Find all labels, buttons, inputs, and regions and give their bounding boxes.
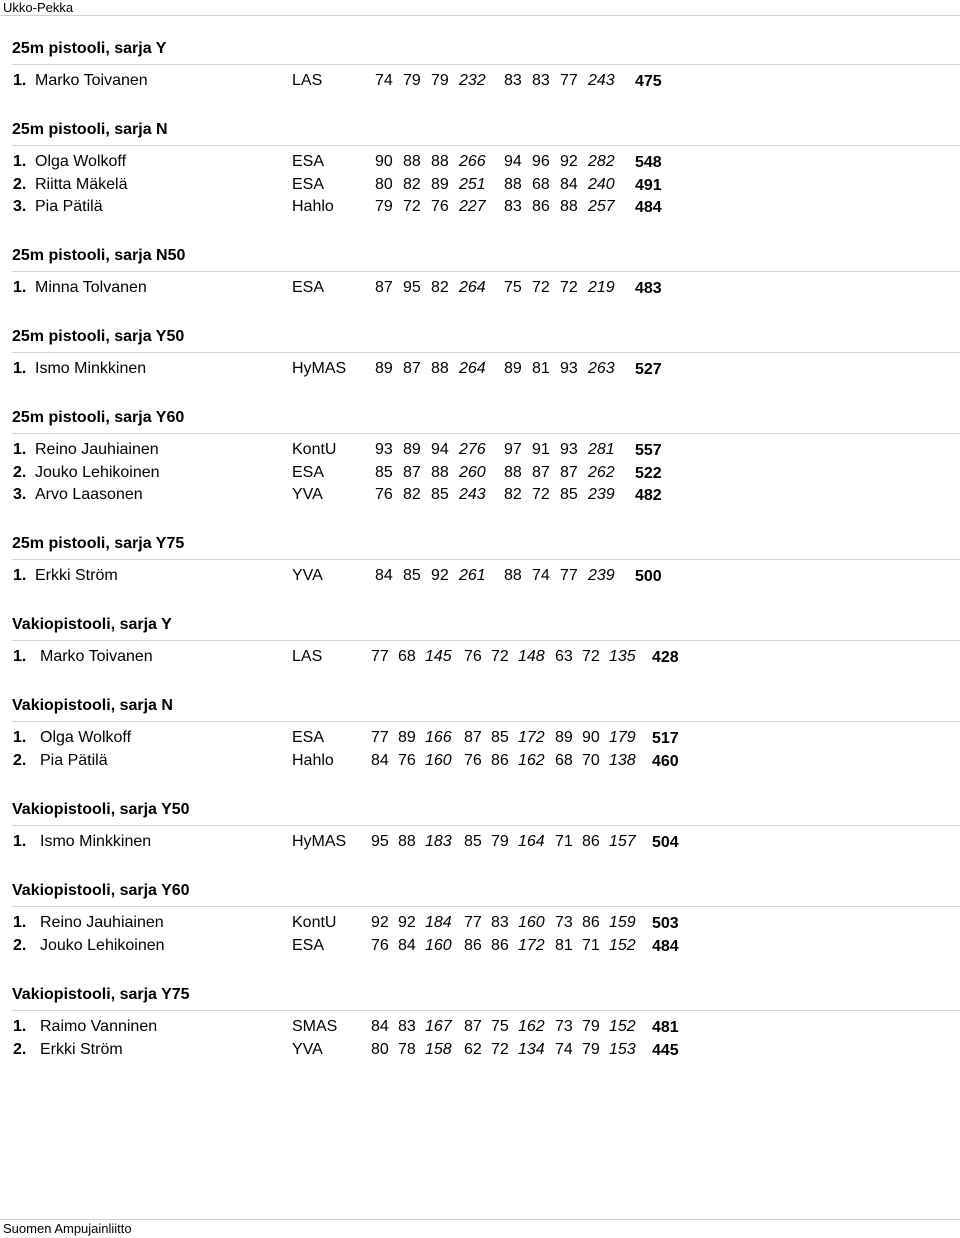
series-score: 77 bbox=[464, 914, 482, 931]
series-score: 83 bbox=[491, 914, 509, 931]
subtotal-score: 251 bbox=[459, 175, 486, 193]
series-score: 71 bbox=[555, 833, 573, 850]
athlete-name: Reino Jauhiainen bbox=[35, 441, 159, 458]
series-score: 63 bbox=[555, 648, 573, 665]
athlete-name: Riitta Mäkelä bbox=[35, 175, 128, 193]
section-divider bbox=[12, 640, 960, 641]
series-score: 77 bbox=[560, 567, 578, 584]
result-row bbox=[0, 729, 960, 751]
series-score: 89 bbox=[504, 360, 522, 377]
total-score: 445 bbox=[652, 1041, 679, 1059]
result-rank: 1. bbox=[13, 441, 27, 458]
athlete-name: Olga Wolkoff bbox=[35, 153, 127, 170]
series-score: 91 bbox=[532, 441, 550, 458]
athlete-name: Jouko Lehikoinen bbox=[35, 463, 160, 481]
subtotal-score: 160 bbox=[425, 936, 452, 954]
series-score: 92 bbox=[560, 153, 578, 170]
series-score: 97 bbox=[504, 441, 522, 458]
section-divider bbox=[12, 145, 960, 146]
subtotal-score: 160 bbox=[425, 751, 452, 769]
subtotal-score: 134 bbox=[518, 1040, 545, 1058]
result-row bbox=[0, 833, 960, 855]
section-divider bbox=[12, 721, 960, 722]
series-score: 76 bbox=[375, 486, 393, 503]
series-score: 79 bbox=[431, 72, 449, 89]
series-score: 93 bbox=[560, 441, 578, 458]
subtotal-score: 152 bbox=[609, 936, 636, 954]
series-score: 89 bbox=[555, 729, 573, 746]
athlete-name: Pia Pätilä bbox=[40, 751, 108, 769]
subtotal-score: 219 bbox=[588, 279, 615, 296]
athlete-name: Jouko Lehikoinen bbox=[40, 936, 165, 954]
athlete-name: Marko Toivanen bbox=[35, 72, 148, 89]
subtotal-score: 135 bbox=[609, 648, 636, 665]
series-score: 76 bbox=[464, 751, 482, 769]
footer-text: Suomen Ampujainliitto bbox=[3, 1221, 132, 1236]
series-score: 85 bbox=[464, 833, 482, 850]
club-name: ESA bbox=[292, 279, 325, 296]
subtotal-score: 138 bbox=[609, 751, 636, 769]
club-name: YVA bbox=[292, 486, 323, 503]
result-rank: 2. bbox=[13, 175, 27, 193]
series-score: 62 bbox=[464, 1040, 482, 1058]
section-divider bbox=[12, 1010, 960, 1011]
total-score: 503 bbox=[652, 915, 679, 932]
result-row bbox=[0, 72, 960, 94]
series-score: 87 bbox=[560, 463, 578, 481]
subtotal-score: 240 bbox=[588, 175, 615, 193]
series-score: 70 bbox=[582, 751, 600, 769]
series-score: 68 bbox=[555, 751, 573, 769]
series-score: 82 bbox=[504, 486, 522, 503]
section-title: 25m pistooli, sarja Y50 bbox=[12, 328, 185, 345]
series-score: 93 bbox=[560, 360, 578, 377]
series-score: 76 bbox=[371, 936, 389, 954]
result-row bbox=[0, 1018, 960, 1040]
total-score: 475 bbox=[635, 73, 662, 90]
series-score: 72 bbox=[532, 486, 550, 503]
total-score: 557 bbox=[635, 442, 662, 459]
result-rank: 1. bbox=[13, 72, 27, 89]
subtotal-score: 179 bbox=[609, 729, 636, 746]
result-rank: 2. bbox=[13, 751, 27, 769]
section-divider bbox=[12, 352, 960, 353]
result-rank: 2. bbox=[13, 936, 27, 954]
club-name: ESA bbox=[292, 729, 325, 746]
section-title: Vakiopistooli, sarja N bbox=[12, 697, 173, 714]
series-score: 79 bbox=[491, 833, 509, 850]
series-score: 72 bbox=[582, 648, 600, 665]
series-score: 88 bbox=[431, 463, 449, 481]
subtotal-score: 281 bbox=[588, 441, 615, 458]
athlete-name: Raimo Vanninen bbox=[40, 1018, 158, 1035]
total-score: 500 bbox=[635, 568, 662, 585]
series-score: 89 bbox=[398, 729, 416, 746]
total-score: 504 bbox=[652, 834, 679, 851]
section-divider bbox=[12, 271, 960, 272]
section-divider bbox=[12, 906, 960, 907]
series-score: 77 bbox=[371, 648, 389, 665]
series-score: 83 bbox=[504, 72, 522, 89]
series-score: 77 bbox=[371, 729, 389, 746]
series-score: 83 bbox=[532, 72, 550, 89]
header-text: Ukko-Pekka bbox=[3, 0, 74, 15]
subtotal-score: 276 bbox=[459, 441, 486, 458]
subtotal-score: 239 bbox=[588, 486, 615, 503]
subtotal-score: 162 bbox=[518, 751, 545, 769]
series-score: 81 bbox=[532, 360, 550, 377]
series-score: 87 bbox=[403, 463, 421, 481]
series-score: 77 bbox=[560, 72, 578, 89]
series-score: 95 bbox=[371, 833, 389, 850]
athlete-name: Minna Tolvanen bbox=[35, 279, 147, 296]
section-divider bbox=[12, 559, 960, 560]
series-score: 87 bbox=[532, 463, 550, 481]
series-score: 92 bbox=[371, 914, 389, 931]
athlete-name: Marko Toivanen bbox=[40, 648, 153, 665]
club-name: ESA bbox=[292, 463, 325, 481]
series-score: 88 bbox=[403, 153, 421, 170]
club-name: SMAS bbox=[292, 1018, 338, 1035]
result-row bbox=[0, 567, 960, 589]
subtotal-score: 172 bbox=[518, 729, 545, 746]
subtotal-score: 262 bbox=[588, 463, 615, 481]
series-score: 76 bbox=[431, 198, 449, 215]
subtotal-score: 166 bbox=[425, 729, 452, 746]
series-score: 82 bbox=[403, 175, 421, 193]
series-score: 72 bbox=[491, 648, 509, 665]
result-rank: 1. bbox=[13, 648, 27, 665]
total-score: 517 bbox=[652, 730, 679, 747]
series-score: 87 bbox=[464, 1018, 482, 1035]
series-score: 86 bbox=[491, 936, 509, 954]
series-score: 72 bbox=[560, 279, 578, 296]
series-score: 74 bbox=[532, 567, 550, 584]
series-score: 86 bbox=[491, 751, 509, 769]
subtotal-score: 261 bbox=[459, 567, 486, 584]
athlete-name: Olga Wolkoff bbox=[40, 729, 132, 746]
total-score: 460 bbox=[652, 752, 679, 770]
section-title: Vakiopistooli, sarja Y60 bbox=[12, 882, 190, 899]
subtotal-score: 243 bbox=[459, 486, 486, 503]
section-title: 25m pistooli, sarja Y75 bbox=[12, 535, 185, 552]
section-title: Vakiopistooli, sarja Y75 bbox=[12, 986, 190, 1003]
series-score: 79 bbox=[582, 1040, 600, 1058]
subtotal-score: 160 bbox=[518, 914, 545, 931]
series-score: 95 bbox=[403, 279, 421, 296]
subtotal-score: 162 bbox=[518, 1018, 545, 1035]
total-score: 482 bbox=[635, 487, 662, 504]
subtotal-score: 172 bbox=[518, 936, 545, 954]
total-score: 483 bbox=[635, 280, 662, 297]
series-score: 84 bbox=[371, 1018, 389, 1035]
result-row bbox=[0, 198, 960, 220]
result-row bbox=[0, 153, 960, 175]
series-score: 80 bbox=[371, 1040, 389, 1058]
series-score: 88 bbox=[431, 153, 449, 170]
club-name: Hahlo bbox=[292, 198, 334, 215]
series-score: 89 bbox=[431, 175, 449, 193]
series-score: 87 bbox=[375, 279, 393, 296]
result-row bbox=[0, 486, 960, 508]
series-score: 76 bbox=[464, 648, 482, 665]
result-rank: 3. bbox=[13, 198, 27, 215]
series-score: 93 bbox=[375, 441, 393, 458]
series-score: 84 bbox=[398, 936, 416, 954]
series-score: 90 bbox=[582, 729, 600, 746]
athlete-name: Ismo Minkkinen bbox=[35, 360, 147, 377]
series-score: 78 bbox=[398, 1040, 416, 1058]
subtotal-score: 227 bbox=[459, 198, 486, 215]
series-score: 76 bbox=[398, 751, 416, 769]
series-score: 88 bbox=[504, 175, 522, 193]
subtotal-score: 263 bbox=[588, 360, 615, 377]
club-name: ESA bbox=[292, 153, 325, 170]
series-score: 73 bbox=[555, 914, 573, 931]
series-score: 85 bbox=[560, 486, 578, 503]
club-name: ESA bbox=[292, 936, 325, 954]
result-rank: 1. bbox=[13, 153, 27, 170]
series-score: 94 bbox=[431, 441, 449, 458]
result-row bbox=[0, 914, 960, 936]
series-score: 88 bbox=[560, 198, 578, 215]
series-score: 96 bbox=[532, 153, 550, 170]
result-rank: 3. bbox=[13, 486, 27, 503]
subtotal-score: 257 bbox=[588, 198, 615, 215]
subtotal-score: 145 bbox=[425, 648, 452, 665]
athlete-name: Pia Pätilä bbox=[35, 198, 103, 215]
subtotal-score: 158 bbox=[425, 1040, 452, 1058]
total-score: 527 bbox=[635, 361, 662, 378]
subtotal-score: 159 bbox=[609, 914, 636, 931]
club-name: LAS bbox=[292, 72, 323, 89]
section-title: 25m pistooli, sarja N50 bbox=[12, 247, 186, 264]
section-title: 25m pistooli, sarja N bbox=[12, 121, 168, 138]
series-score: 81 bbox=[555, 936, 573, 954]
subtotal-score: 282 bbox=[588, 153, 615, 170]
series-score: 88 bbox=[504, 463, 522, 481]
series-score: 74 bbox=[375, 72, 393, 89]
series-score: 86 bbox=[464, 936, 482, 954]
series-score: 71 bbox=[582, 936, 600, 954]
series-score: 88 bbox=[504, 567, 522, 584]
athlete-name: Reino Jauhiainen bbox=[40, 914, 164, 931]
athlete-name: Erkki Ström bbox=[35, 567, 118, 584]
result-row bbox=[0, 464, 960, 486]
subtotal-score: 153 bbox=[609, 1040, 636, 1058]
series-score: 83 bbox=[398, 1018, 416, 1035]
result-rank: 2. bbox=[13, 1040, 27, 1058]
subtotal-score: 164 bbox=[518, 833, 545, 850]
result-rank: 1. bbox=[13, 914, 27, 931]
club-name: Hahlo bbox=[292, 751, 334, 769]
result-rank: 2. bbox=[13, 463, 27, 481]
series-score: 84 bbox=[371, 751, 389, 769]
series-score: 73 bbox=[555, 1018, 573, 1035]
series-score: 92 bbox=[398, 914, 416, 931]
club-name: KontU bbox=[292, 914, 337, 931]
result-row bbox=[0, 752, 960, 774]
subtotal-score: 264 bbox=[459, 360, 486, 377]
series-score: 85 bbox=[431, 486, 449, 503]
total-score: 484 bbox=[635, 199, 662, 216]
athlete-name: Erkki Ström bbox=[40, 1040, 123, 1058]
result-row bbox=[0, 279, 960, 301]
series-score: 87 bbox=[403, 360, 421, 377]
club-name: ESA bbox=[292, 175, 325, 193]
series-score: 68 bbox=[398, 648, 416, 665]
subtotal-score: 239 bbox=[588, 567, 615, 584]
subtotal-score: 152 bbox=[609, 1018, 636, 1035]
series-score: 82 bbox=[431, 279, 449, 296]
series-score: 94 bbox=[504, 153, 522, 170]
page-footer bbox=[0, 1219, 960, 1238]
subtotal-score: 232 bbox=[459, 72, 486, 89]
total-score: 484 bbox=[652, 937, 679, 955]
series-score: 92 bbox=[431, 567, 449, 584]
subtotal-score: 243 bbox=[588, 72, 615, 89]
series-score: 88 bbox=[398, 833, 416, 850]
series-score: 72 bbox=[403, 198, 421, 215]
series-score: 79 bbox=[582, 1018, 600, 1035]
series-score: 87 bbox=[464, 729, 482, 746]
club-name: YVA bbox=[292, 567, 323, 584]
result-row bbox=[0, 648, 960, 670]
section-divider bbox=[12, 64, 960, 65]
result-rank: 1. bbox=[13, 729, 27, 746]
total-score: 428 bbox=[652, 649, 679, 666]
series-score: 84 bbox=[375, 567, 393, 584]
club-name: HyMAS bbox=[292, 360, 347, 377]
series-score: 85 bbox=[375, 463, 393, 481]
total-score: 548 bbox=[635, 154, 662, 171]
series-score: 89 bbox=[403, 441, 421, 458]
subtotal-score: 157 bbox=[609, 833, 636, 850]
section-divider bbox=[12, 825, 960, 826]
athlete-name: Ismo Minkkinen bbox=[40, 833, 152, 850]
athlete-name: Arvo Laasonen bbox=[35, 486, 143, 503]
series-score: 74 bbox=[555, 1040, 573, 1058]
result-row bbox=[0, 1041, 960, 1063]
section-title: Vakiopistooli, sarja Y bbox=[12, 616, 172, 633]
series-score: 89 bbox=[375, 360, 393, 377]
section-divider bbox=[12, 433, 960, 434]
series-score: 84 bbox=[560, 175, 578, 193]
series-score: 88 bbox=[431, 360, 449, 377]
subtotal-score: 260 bbox=[459, 463, 486, 481]
result-row bbox=[0, 176, 960, 198]
section-title: Vakiopistooli, sarja Y50 bbox=[12, 801, 190, 818]
subtotal-score: 148 bbox=[518, 648, 545, 665]
series-score: 86 bbox=[582, 914, 600, 931]
result-row bbox=[0, 937, 960, 959]
total-score: 491 bbox=[635, 176, 662, 194]
series-score: 80 bbox=[375, 175, 393, 193]
series-score: 83 bbox=[504, 198, 522, 215]
subtotal-score: 266 bbox=[459, 153, 486, 170]
series-score: 68 bbox=[532, 175, 550, 193]
series-score: 79 bbox=[403, 72, 421, 89]
subtotal-score: 167 bbox=[425, 1018, 452, 1035]
series-score: 85 bbox=[403, 567, 421, 584]
series-score: 75 bbox=[504, 279, 522, 296]
series-score: 82 bbox=[403, 486, 421, 503]
subtotal-score: 264 bbox=[459, 279, 486, 296]
series-score: 72 bbox=[491, 1040, 509, 1058]
club-name: HyMAS bbox=[292, 833, 347, 850]
result-rank: 1. bbox=[13, 360, 27, 377]
result-row bbox=[0, 360, 960, 382]
series-score: 90 bbox=[375, 153, 393, 170]
club-name: KontU bbox=[292, 441, 337, 458]
series-score: 79 bbox=[375, 198, 393, 215]
result-rank: 1. bbox=[13, 833, 27, 850]
club-name: YVA bbox=[292, 1040, 323, 1058]
total-score: 481 bbox=[652, 1019, 679, 1036]
section-title: 25m pistooli, sarja Y60 bbox=[12, 409, 185, 426]
section-title: 25m pistooli, sarja Y bbox=[12, 40, 167, 57]
series-score: 72 bbox=[532, 279, 550, 296]
series-score: 86 bbox=[582, 833, 600, 850]
subtotal-score: 184 bbox=[425, 914, 452, 931]
result-rank: 1. bbox=[13, 279, 27, 296]
result-rank: 1. bbox=[13, 1018, 27, 1035]
result-rank: 1. bbox=[13, 567, 27, 584]
subtotal-score: 183 bbox=[425, 833, 452, 850]
page-header bbox=[0, 0, 960, 16]
series-score: 86 bbox=[532, 198, 550, 215]
club-name: LAS bbox=[292, 648, 323, 665]
series-score: 85 bbox=[491, 729, 509, 746]
result-row bbox=[0, 441, 960, 463]
series-score: 75 bbox=[491, 1018, 509, 1035]
total-score: 522 bbox=[635, 464, 662, 482]
